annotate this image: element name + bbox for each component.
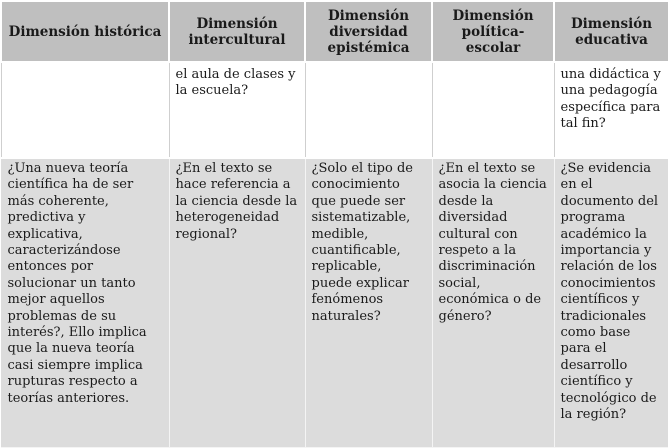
cell-historica-question: ¿Una nueva teoría científica ha de ser más coherente, predictiva y explicativa, caracterizándose entonces por solucionar un tanto mejor aquellos problemas de su interés?, Ello implica que la nueva teoría casi siempre implica rupturas respecto a teorías anteriores. <box>1 158 169 447</box>
header-educativa: Dimensión educativa <box>554 1 668 62</box>
header-intercultural: Dimensión intercultural <box>169 1 305 62</box>
question-row <box>1 158 668 447</box>
cell-text <box>312 63 426 67</box>
cell-intercultural-cont <box>169 62 305 158</box>
cell-text <box>8 63 163 67</box>
cell-intercultural-question: ¿En el texto se hace referencia a la ciencia desde la heterogeneidad regional? <box>169 158 305 447</box>
continuation-row <box>1 62 668 158</box>
cell-educativa-cont <box>554 62 668 158</box>
cell-politica-question: ¿En el texto se asocia la ciencia desde la diversidad cultural con respeto a la discriminación social, económica o de género? <box>432 158 554 447</box>
header-historica: Dimensión histórica <box>1 1 169 62</box>
cell-diversidad-question: ¿Solo el tipo de conocimiento que puede ser sistematizable, medible, cuantificable, replicable, puede explicar fenómenos naturales? <box>305 158 432 447</box>
cell-historica-cont <box>1 62 169 158</box>
cell-text <box>439 63 548 67</box>
cell-politica-cont <box>432 62 554 158</box>
cell-text: el aula de clases y la escuela? <box>175 67 296 99</box>
header-politica-escolar: Dimensión política-escolar <box>432 1 554 62</box>
header-row <box>1 1 668 62</box>
cell-educativa-question: ¿Se evidencia en el documento del programa académico la importancia y relación de los conocimientos científicos y tradicionales como base para el desarrollo científico y tecnológico de la región? <box>554 158 668 447</box>
header-diversidad-epistemica: Dimensión diversidad epistémica <box>305 1 432 62</box>
cell-text: una didáctica y una pedagogía específica para tal fin? <box>560 67 661 132</box>
cell-diversidad-cont <box>305 62 432 158</box>
